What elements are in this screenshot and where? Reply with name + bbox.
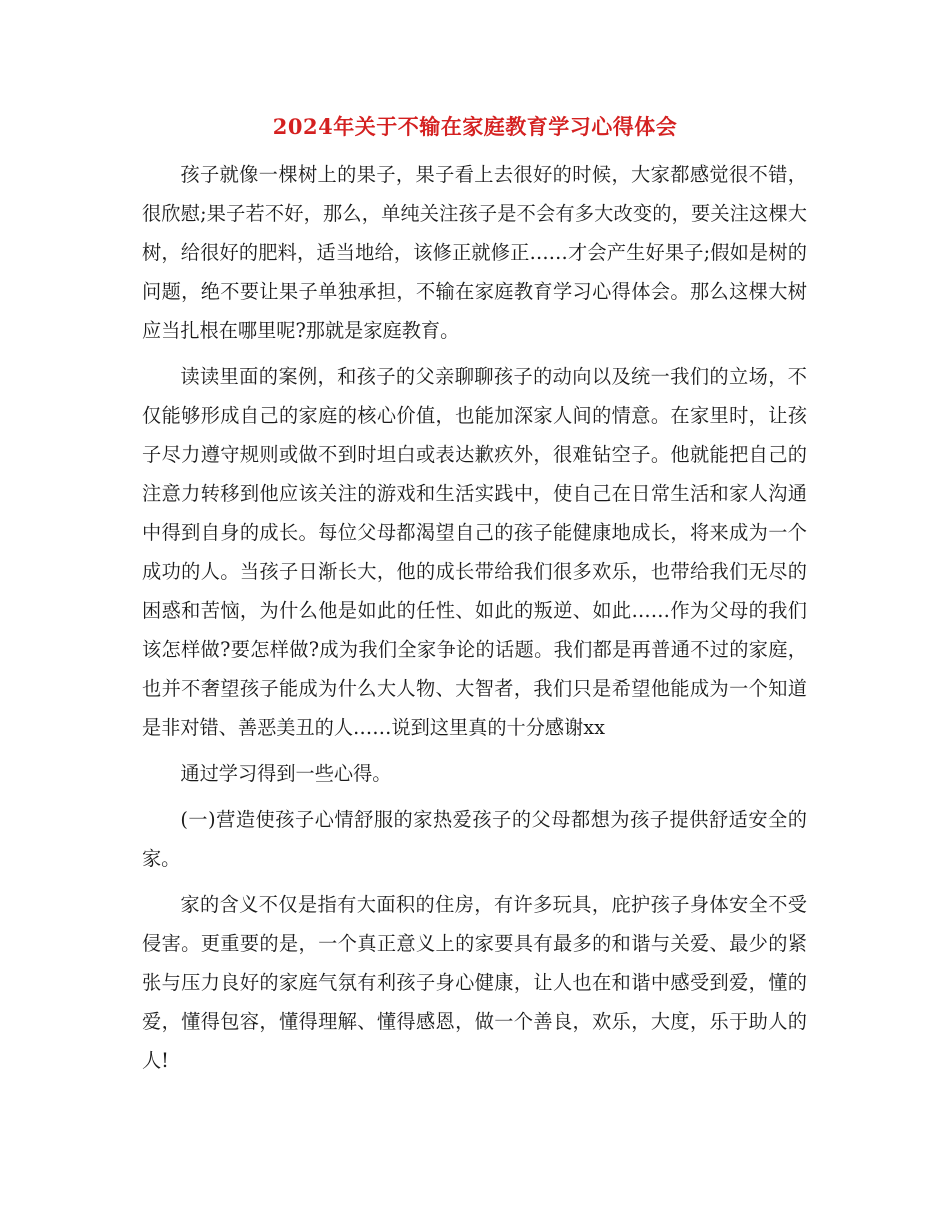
paragraph-3: 通过学习得到一些心得。 bbox=[180, 762, 392, 785]
document-body bbox=[142, 155, 807, 1087]
paragraph-5: 家的含义不仅是指有大面积的住房，有许多玩具，庇护孩子身体安全不受侵害。更重要的是，一个真正意义上的家要具有最多的和谐与关爱、最少的紧张与压力良好的家庭气氛有利孩子身心健康，让人也在和谐中感受到爱，懂的爱，懂得包容，懂得理解、懂得感恩，做一个善良，欢乐，大度，乐于助人的人! bbox=[142, 893, 807, 1072]
document-title: 2024年关于不输在家庭教育学习心得体会 bbox=[272, 114, 678, 139]
paragraph-4: (一)营造使孩子心情舒服的家热爱孩子的父母都想为孩子提供舒适安全的家。 bbox=[142, 808, 807, 870]
paragraph-2: 读读里面的案例，和孩子的父亲聊聊孩子的动向以及统一我们的立场，不仅能够形成自己的家庭的核心价值，也能加深家人间的情意。在家里时，让孩子尽力遵守规则或做不到时坦白或表达歉疚外，很难钻空子。他就能把自己的注意力转移到他应该关注的游戏和生活实践中，使自己在日常生活和家人沟通中得到自身的成长。每位父母都渴望自己的孩子能健康地成长，将来成为一个成功的人。当孩子日渐长大，他的成长带给我们很多欢乐，也带给我们无尽的困惑和苦恼，为什么他是如此的任性、如此的叛逆、如此……作为父母的我们该怎样做?要怎样做?成为我们全家争论的话题。我们都是再普通不过的家庭，也并不奢望孩子能成为什么大人物、大智者，我们只是希望他能成为一个知道是非对错、善恶美丑的人……说到这里真的十分感谢xx bbox=[142, 365, 807, 739]
paragraph-1: 孩子就像一棵树上的果子，果子看上去很好的时候，大家都感觉很不错，很欣慰;果子若不好，那么，单纯关注孩子是不会有多大改变的，要关注这棵大树，给很好的肥料，适当地给，该修正就修正……才会产生好果子;假如是树的问题，绝不要让果子单独承担，不输在家庭教育学习心得体会。那么这棵大树应当扎根在哪里呢?那就是家庭教育。 bbox=[142, 163, 807, 342]
